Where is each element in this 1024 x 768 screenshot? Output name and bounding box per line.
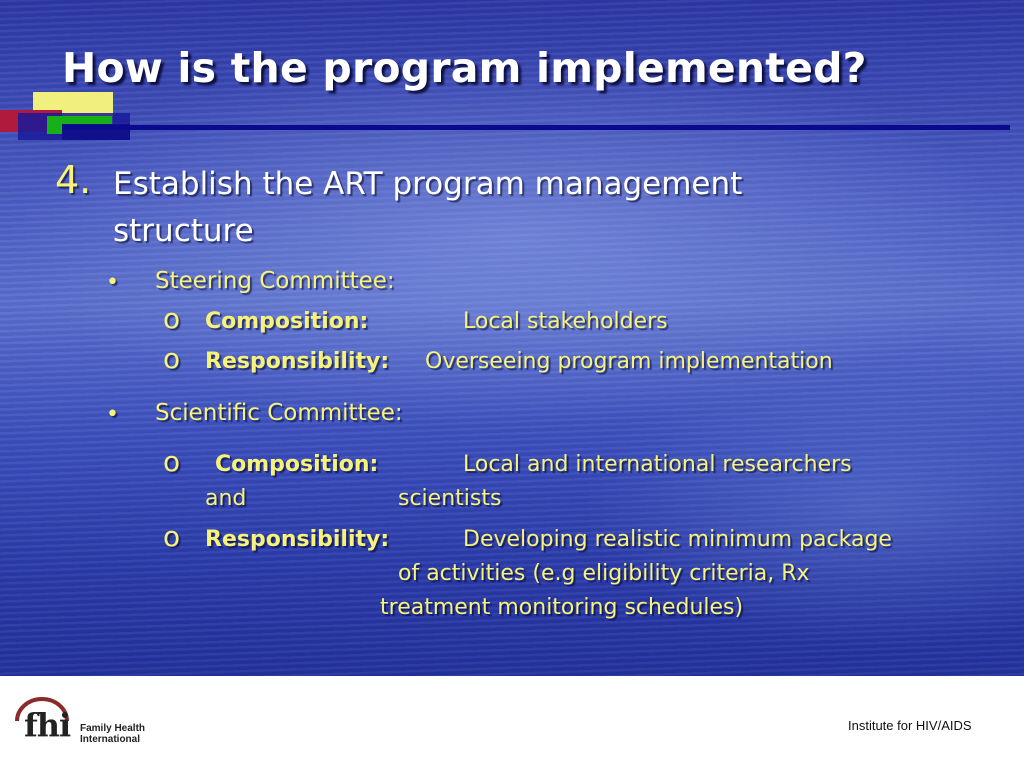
steering-responsibility-label: Responsibility:: [205, 349, 390, 374]
logo-name-line2: International: [80, 734, 141, 745]
sub-bullet-icon: o: [163, 445, 181, 478]
scientific-responsibility-value-line3: treatment monitoring schedules): [380, 595, 744, 620]
sub-bullet-icon: o: [163, 520, 181, 553]
steering-composition-value: Local stakeholders: [463, 309, 668, 334]
steering-responsibility-value: Overseeing program implementation: [425, 349, 833, 374]
scientific-composition-value-line1: Local and international researchers: [463, 452, 852, 477]
institute-label: Institute for HIV/AIDS: [848, 718, 972, 733]
scientific-responsibility-value-line1: Developing realistic minimum package: [463, 527, 892, 552]
fhi-logo-name: [80, 723, 145, 745]
scientific-responsibility-value-line2: of activities (e.g eligibility criteria, Rx: [398, 561, 810, 586]
fhi-logo-mark: fhi: [24, 706, 71, 744]
scientific-committee-heading: Scientific Committee:: [155, 400, 403, 426]
sub-bullet-icon: o: [163, 342, 181, 375]
scientific-composition-label: Composition:: [215, 452, 379, 477]
steering-committee-heading: Steering Committee:: [155, 268, 395, 294]
scientific-composition-value-line2: scientists: [398, 486, 502, 511]
sub-bullet-icon: o: [163, 302, 181, 335]
logo-name-line1: Family Health: [80, 723, 146, 734]
bullet-icon: •: [106, 402, 119, 427]
bullet-icon: •: [106, 270, 119, 295]
item-number: 4.: [55, 158, 92, 202]
steering-composition-label: Composition:: [205, 309, 369, 334]
slide-title: How is the program implemented?: [62, 44, 867, 92]
scientific-composition-value-and: and: [205, 486, 247, 511]
item-heading-line1: Establish the ART program management: [113, 166, 743, 202]
title-underline: [62, 125, 1010, 130]
item-heading-line2: structure: [113, 213, 254, 249]
scientific-responsibility-label: Responsibility:: [205, 527, 390, 552]
